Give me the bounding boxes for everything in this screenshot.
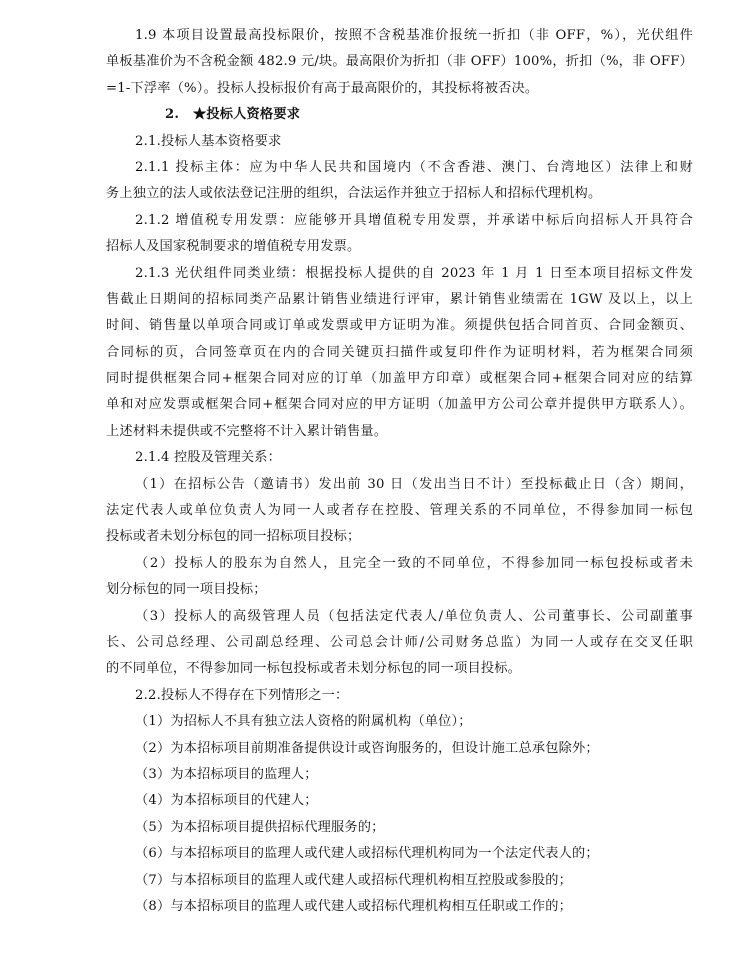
text-line: 同时提供框架合同+框架合同对应的订单（加盖甲方印章）或框架合同+框架合同对应的结算: [106, 371, 693, 387]
section-title: ★投标人资格要求: [193, 107, 301, 123]
subsection-title: 2.2.投标人不得存在下列情形之一：: [135, 687, 349, 703]
list-item: （1）为招标人不具有独立法人资格的附属机构（单位）；: [135, 714, 472, 730]
section-heading: [106, 102, 693, 128]
paragraph-2-1-2: [106, 208, 693, 261]
text-line: 售截止日期间的招标同类产品累计销售业绩进行评审，累计销售业绩需在 1GW 及以上，以上: [106, 291, 693, 307]
text-line: 招标人及国家税制要求的增值税专用发票。: [106, 239, 361, 255]
text-line: 合同标的页，合同签章页在内的合同关键页扫描件或复印件作为证明材料，若为框架合同须: [106, 344, 693, 360]
text-line: 法定代表人或单位负责人为同一人或者存在控股、管理关系的不同单位，不得参加同一标包: [106, 503, 693, 519]
text-line: 单和对应发票或框架合同+框架合同对应的甲方证明（加盖甲方公司公章并提供甲方联系人）。: [106, 397, 693, 413]
text-line: 划分标包的同一项目投标；: [106, 582, 267, 598]
list-item: （2）为本招标项目前期准备提供设计或咨询服务的，但设计施工总承包除外；: [135, 740, 599, 756]
list-item: [106, 551, 693, 604]
list-item: [106, 472, 693, 551]
paragraph-1-9: [106, 23, 693, 102]
text-line: 单板基准价为不含税金额 482.9 元/块。最高限价为折扣（非 OFF）100%，折扣（%，非 OFF）: [106, 54, 693, 70]
text-line: 的不同单位，不得参加同一标包投标或者未划分标包的同一项目投标。: [106, 661, 522, 677]
paragraph-2-1-3: [106, 261, 693, 446]
section-number: 2.: [165, 107, 180, 123]
paragraph-2-1-1: [106, 155, 693, 208]
text-line: 2.1.1 投标主体：应为中华人民共和国境内（不含香港、澳门、台湾地区）法律上和财: [135, 159, 693, 175]
text-line: （3）投标人的高级管理人员（包括法定代表人/单位负责人、公司董事长、公司副董事: [135, 608, 693, 624]
text-line: 时间、销售量以单项合同或订单或发票或甲方证明为准。须提供包括合同首页、合同金额页、: [106, 318, 693, 334]
text-line: （1）在招标公告（邀请书）发出前 30 日（发出当日不计）至投标截止日（含）期间，: [135, 476, 693, 492]
text-line: 2.1.3 光伏组件同类业绩：根据投标人提供的自 2023 年 1 月 1 日至本项目招标文件发: [135, 265, 693, 281]
list-item: （4）为本招标项目的代建人；: [135, 793, 318, 809]
text-line: 上述材料未提供或不完整将不计入累计销售量。: [106, 423, 388, 439]
list-item: （6）与本招标项目的监理人或代建人或招标代理机构同为一个法定代表人的；: [135, 846, 599, 862]
text-line: 长、公司总经理、公司副总经理、公司总会计师/公司财务总监）为同一人或存在交叉任职: [106, 634, 693, 650]
list-item: [106, 604, 693, 683]
text-line: =1-下浮率（%）。投标人投标报价有高于最高限价的，其投标将被否决。: [106, 80, 539, 96]
text-line: 投标或者未划分标包的同一招标项目投标；: [106, 529, 361, 545]
list-item: （5）为本招标项目提供招标代理服务的；: [135, 819, 385, 835]
text-line: 务上独立的法人或依法登记注册的组织，合法运作并独立于招标人和招标代理机构。: [106, 186, 602, 202]
list-item: （8）与本招标项目的监理人或代建人或招标代理机构相互任职或工作的；: [135, 898, 572, 914]
text-line: （2）投标人的股东为自然人，且完全一致的不同单位，不得参加同一标包投标或者未: [135, 555, 693, 571]
list-item: （7）与本招标项目的监理人或代建人或招标代理机构相互控股或参股的；: [135, 872, 572, 888]
subsection-title: 2.1.投标人基本资格要求: [135, 133, 282, 149]
text-line: 2.1.2 增值税专用发票：应能够开具增值税专用发票，并承诺中标后向招标人开具符合: [135, 212, 693, 228]
list-item: （3）为本招标项目的监理人；: [135, 766, 318, 782]
subsection-title: 2.1.4 控股及管理关系：: [135, 450, 282, 466]
text-line: 1.9 本项目设置最高投标限价，按照不含税基准价报统一折扣（非 OFF，%），光伏组件: [135, 28, 693, 43]
